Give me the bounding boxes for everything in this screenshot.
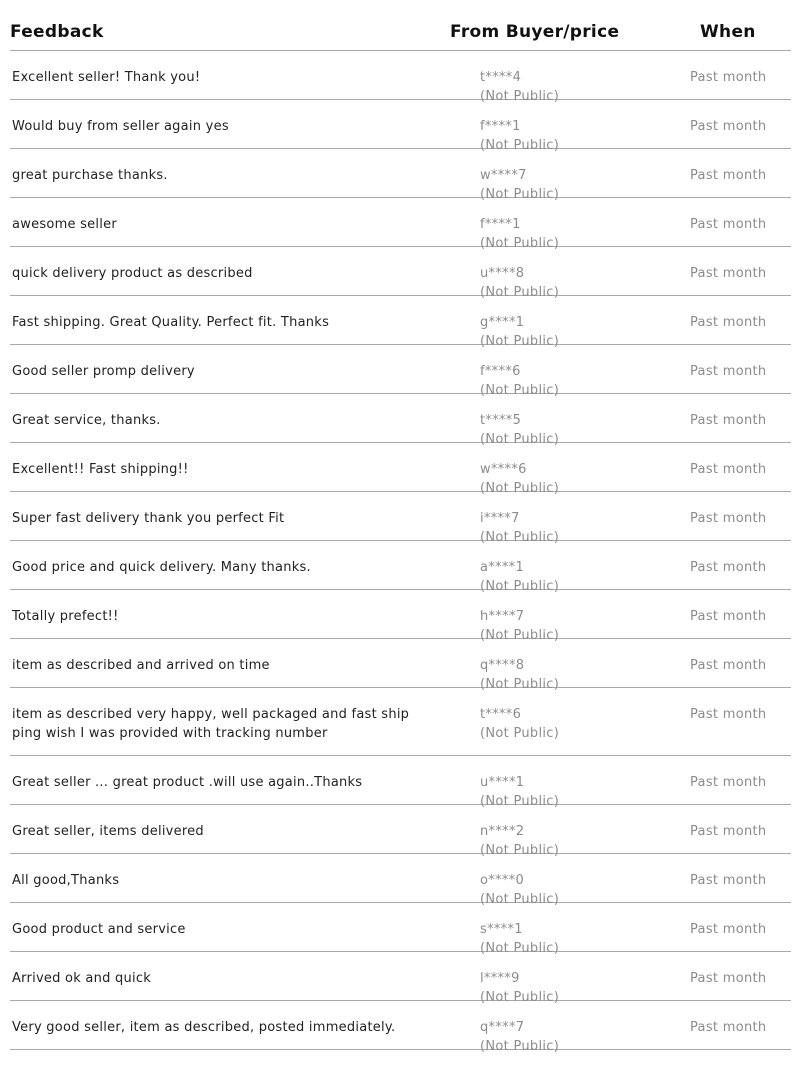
buyer-name: u****1 bbox=[480, 775, 525, 790]
feedback-text: awesome seller bbox=[12, 217, 117, 232]
when-text: Past month bbox=[690, 922, 767, 937]
buyer-name: s****1 bbox=[480, 922, 523, 937]
buyer-name: i****7 bbox=[480, 511, 520, 526]
when-text: Past month bbox=[690, 707, 767, 722]
buyer-visibility: (Not Public) bbox=[480, 726, 560, 741]
buyer-visibility: (Not Public) bbox=[480, 187, 560, 202]
table-row bbox=[10, 492, 791, 545]
buyer-name: f****1 bbox=[480, 119, 521, 134]
when-text: Past month bbox=[690, 824, 767, 839]
buyer-cell bbox=[480, 1018, 559, 1056]
feedback-text: item as described very happy, well packaged and fast ship ping wish I was provided with tracking number bbox=[12, 707, 410, 741]
feedback-text: Fast shipping. Great Quality. Perfect fit. Thanks bbox=[12, 315, 330, 330]
table-row bbox=[10, 541, 791, 594]
feedback-text: item as described and arrived on time bbox=[12, 658, 270, 673]
feedback-text: Very good seller, item as described, posted immediately. bbox=[12, 1020, 396, 1035]
buyer-name: a****1 bbox=[480, 560, 525, 575]
buyer-visibility: (Not Public) bbox=[480, 89, 560, 104]
when-text: Past month bbox=[690, 560, 767, 575]
feedback-text: Excellent!! Fast shipping!! bbox=[12, 462, 189, 477]
when-text: Past month bbox=[690, 609, 767, 624]
buyer-visibility: (Not Public) bbox=[480, 530, 560, 545]
buyer-visibility: (Not Public) bbox=[480, 481, 560, 496]
table-row bbox=[10, 952, 791, 1005]
buyer-name: f****1 bbox=[480, 217, 521, 232]
buyer-name: t****5 bbox=[480, 413, 522, 428]
buyer-visibility: (Not Public) bbox=[480, 628, 560, 643]
table-row bbox=[10, 1001, 791, 1054]
table-row bbox=[10, 805, 791, 858]
when-text: Past month bbox=[690, 462, 767, 477]
when-text: Past month bbox=[690, 70, 767, 85]
buyer-name: l****9 bbox=[480, 971, 520, 986]
feedback-text: Good seller promp delivery bbox=[12, 364, 195, 379]
table-row bbox=[10, 394, 791, 447]
buyer-visibility: (Not Public) bbox=[480, 579, 560, 594]
feedback-text: Super fast delivery thank you perfect Fit bbox=[12, 511, 285, 526]
table-row bbox=[10, 590, 791, 643]
table-row bbox=[10, 100, 791, 153]
table-row bbox=[10, 51, 791, 104]
column-header-feedback: Feedback bbox=[10, 22, 104, 42]
when-text: Past month bbox=[690, 971, 767, 986]
when-text: Past month bbox=[690, 266, 767, 281]
table-row bbox=[10, 443, 791, 496]
table-row bbox=[10, 149, 791, 202]
when-text: Past month bbox=[690, 315, 767, 330]
feedback-text: quick delivery product as described bbox=[12, 266, 253, 281]
table-row bbox=[10, 296, 791, 349]
feedback-text: Excellent seller! Thank you! bbox=[12, 70, 201, 85]
buyer-visibility: (Not Public) bbox=[480, 892, 560, 907]
buyer-name: w****7 bbox=[480, 168, 527, 183]
column-header-buyer-price: From Buyer/price bbox=[450, 22, 620, 42]
table-row bbox=[10, 247, 791, 300]
buyer-name: o****0 bbox=[480, 873, 525, 888]
table-row bbox=[10, 198, 791, 251]
feedback-text: Great seller ... great product .will use again..Thanks bbox=[12, 775, 363, 790]
buyer-visibility: (Not Public) bbox=[480, 285, 560, 300]
feedback-text: Totally prefect!! bbox=[12, 609, 119, 624]
when-text: Past month bbox=[690, 217, 767, 232]
buyer-name: g****1 bbox=[480, 315, 525, 330]
feedback-text: Would buy from seller again yes bbox=[12, 119, 229, 134]
feedback-text: Arrived ok and quick bbox=[12, 971, 152, 986]
when-text: Past month bbox=[690, 413, 767, 428]
buyer-visibility: (Not Public) bbox=[480, 138, 560, 153]
when-text: Past month bbox=[690, 873, 767, 888]
buyer-name: t****6 bbox=[480, 707, 522, 722]
buyer-name: n****2 bbox=[480, 824, 525, 839]
buyer-name: h****7 bbox=[480, 609, 525, 624]
buyer-visibility: (Not Public) bbox=[480, 990, 560, 1005]
table-row bbox=[10, 854, 791, 907]
feedback-table bbox=[10, 0, 791, 1054]
column-header-when: When bbox=[700, 22, 756, 42]
buyer-name: t****4 bbox=[480, 70, 522, 85]
feedback-text: Good price and quick delivery. Many thanks. bbox=[12, 560, 311, 575]
buyer-visibility: (Not Public) bbox=[480, 677, 560, 692]
buyer-visibility: (Not Public) bbox=[480, 334, 560, 349]
buyer-name: u****8 bbox=[480, 266, 525, 281]
table-header bbox=[10, 0, 791, 51]
buyer-visibility: (Not Public) bbox=[480, 794, 560, 809]
table-row bbox=[10, 345, 791, 398]
when-text: Past month bbox=[690, 775, 767, 790]
when-text: Past month bbox=[690, 119, 767, 134]
buyer-visibility: (Not Public) bbox=[480, 432, 560, 447]
buyer-name: q****7 bbox=[480, 1020, 525, 1035]
buyer-visibility: (Not Public) bbox=[480, 236, 560, 251]
buyer-name: f****6 bbox=[480, 364, 521, 379]
table-row bbox=[10, 639, 791, 692]
buyer-cell bbox=[480, 705, 559, 743]
feedback-text: great purchase thanks. bbox=[12, 168, 168, 183]
when-text: Past month bbox=[690, 1020, 767, 1035]
buyer-visibility: (Not Public) bbox=[480, 383, 560, 398]
when-text: Past month bbox=[690, 511, 767, 526]
buyer-visibility: (Not Public) bbox=[480, 1039, 560, 1054]
buyer-visibility: (Not Public) bbox=[480, 843, 560, 858]
when-text: Past month bbox=[690, 364, 767, 379]
feedback-text: Good product and service bbox=[12, 922, 186, 937]
when-text: Past month bbox=[690, 168, 767, 183]
table-row bbox=[10, 903, 791, 956]
buyer-name: q****8 bbox=[480, 658, 525, 673]
table-row bbox=[10, 688, 791, 756]
feedback-text: All good,Thanks bbox=[12, 873, 120, 888]
feedback-text: Great service, thanks. bbox=[12, 413, 161, 428]
table-row bbox=[10, 756, 791, 809]
when-text: Past month bbox=[690, 658, 767, 673]
buyer-visibility: (Not Public) bbox=[480, 941, 560, 956]
buyer-name: w****6 bbox=[480, 462, 527, 477]
feedback-text: Great seller, items delivered bbox=[12, 824, 204, 839]
